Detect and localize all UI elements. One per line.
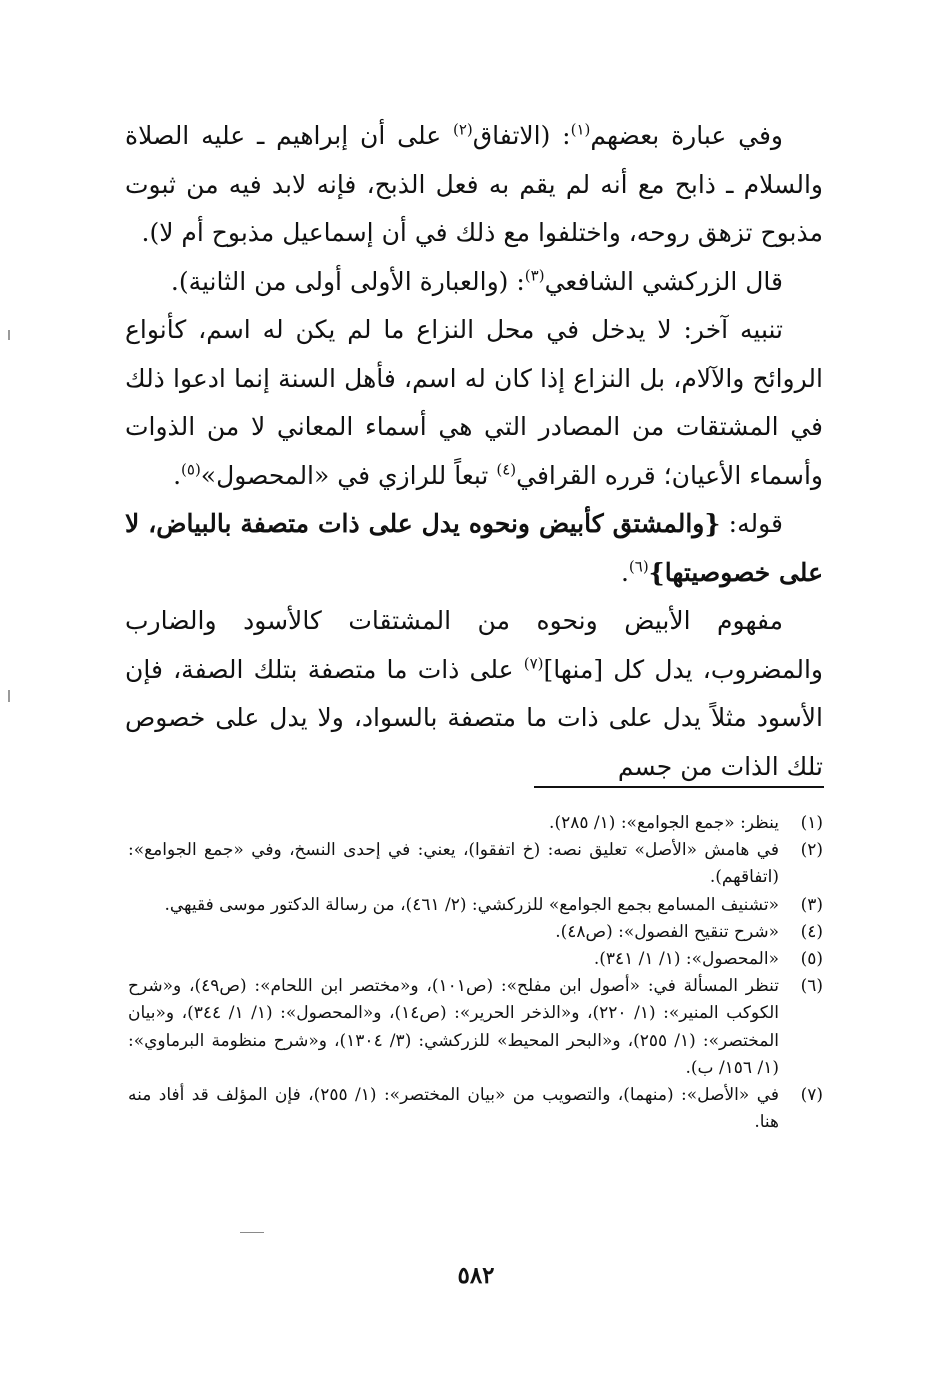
text-run: .	[620, 557, 629, 587]
text-run: .	[173, 460, 182, 490]
footnote-number: (٣)	[800, 894, 823, 915]
footnote-divider	[534, 786, 824, 788]
paragraph	[125, 597, 823, 791]
text-run: مفهوم الأبيض ونحوه من المشتقات كالأسود والضارب والمضروب، يدل كل [منها]	[125, 606, 823, 684]
footnote	[128, 810, 823, 837]
paragraph	[125, 500, 823, 597]
footnote	[128, 973, 823, 1082]
text-run: : (الاتفاق	[472, 121, 571, 150]
text-run: : (والعبارة الأولى أولى من الثانية).	[170, 266, 525, 296]
scan-edge-mark	[8, 690, 10, 702]
footnote-number: (٦)	[800, 976, 823, 997]
footnote-number: (٥)	[800, 949, 823, 970]
footnote-number: (٢)	[800, 840, 823, 861]
footnote	[128, 919, 823, 946]
footnote	[128, 946, 823, 973]
footnote	[128, 1082, 823, 1136]
footnotes	[128, 810, 823, 1136]
main-text	[125, 112, 823, 791]
footnote-ref: (١)	[570, 120, 591, 139]
footnote-ref: (٦)	[628, 557, 649, 576]
text-run: تبعاً للرازي في «المحصول»	[200, 460, 497, 490]
footnote-ref: (٣)	[524, 266, 545, 285]
text-run: قال الزركشي الشافعي	[544, 266, 783, 296]
paragraph	[125, 258, 823, 307]
footnote-text: «شرح تنقيح الفصول»: (ص٤٨).	[555, 921, 779, 942]
footnote-text: «المحصول»: (١/ ١/ ٣٤١).	[593, 949, 779, 970]
footnote-ref: (٤)	[496, 460, 517, 479]
footnote-ref: (٧)	[523, 654, 544, 673]
footnote-number: (٧)	[800, 1085, 823, 1106]
footnote	[128, 892, 823, 919]
footnote-text: في «الأصل»: (منهما)، والتصويب من «بيان المختصر»: (١/ ٢٥٥)، فإن المؤلف قد أفاد منه هنا.	[128, 1085, 779, 1133]
paragraph	[125, 112, 823, 258]
scan-mark	[240, 1232, 264, 1233]
text-run: على أن إبراهيم ـ عليه الصلاة والسلام ـ ذابح مع أنه لم يقم به فعل الذبح، فإنه لابد فيه من ثبوت مذبوح تزهق روحه، واختلفوا مع ذلك في أن إسماعيل مذبوح أم لا).	[125, 121, 823, 247]
footnote-text: «تشنيف المسامع بجمع الجوامع» للزركشي: (٢/ ٤٦١)، من رسالة الدكتور موسى فقيهي.	[164, 894, 779, 915]
footnote-number: (٤)	[800, 921, 823, 942]
paragraph	[125, 306, 823, 500]
text-run: تنبيه آخر: لا يدخل في محل النزاع ما لم يكن له اسم، كأنواع الروائح والآلام، بل النزاع إذا كان له اسم، فأهل السنة إنما ادعوا ذلك في المشتقات من المصادر التي هي أسماء المعاني لا من الذوات وأسماء الأعيان؛ قرره القرافي	[125, 315, 823, 490]
footnote-ref: (٢)	[453, 120, 473, 139]
text-run: على ذات ما متصفة بتلك الصفة، فإن الأسود مثلاً يدل على ذات ما متصفة بالسواد، ولا يدل على خصوص تلك الذات من جسم	[125, 654, 823, 781]
text-run: وفي عبارة بعضهم	[590, 121, 784, 150]
page-number: ٥٨٢	[457, 1262, 495, 1289]
text-run: قوله:	[720, 509, 783, 538]
footnote	[128, 837, 823, 891]
footnote-text: تنظر المسألة في: «أصول ابن مفلح»: (ص١٠١)، و«مختصر ابن اللحام»: (ص٤٩)، و«شرح الكوكب المنير»: (١/ ٢٢٠)، و«الذخر الحرير»: (ص١٤)، و«المحصول»: (١/ ١/ ٣٤٤)، و«بيان المختصر»: (١/ ٢٥٥)، و«البحر المحيط» للزركشي: (٣/ ١٣٠٤)، و«شرح منظومة البرماوي»: (١/ ١٥٦/ ب).	[128, 976, 779, 1078]
footnote-text: ينظر: «جمع الجوامع»: (١/ ٢٨٥).	[549, 813, 779, 833]
footnote-text: في هامش «الأصل» تعليق نصه: (خ اتفقوا)، يعني: في إحدى النسخ، وفي «جمع الجوامع»: (اتفاقهم).	[128, 840, 779, 888]
footnote-number: (١)	[800, 813, 823, 833]
quoted-text: {والمشتق كأبيض ونحوه يدل على ذات متصفة بالبياض، لا على خصوصيتها}	[125, 509, 823, 587]
scan-edge-mark	[8, 330, 10, 340]
footnote-ref: (٥)	[181, 460, 201, 479]
